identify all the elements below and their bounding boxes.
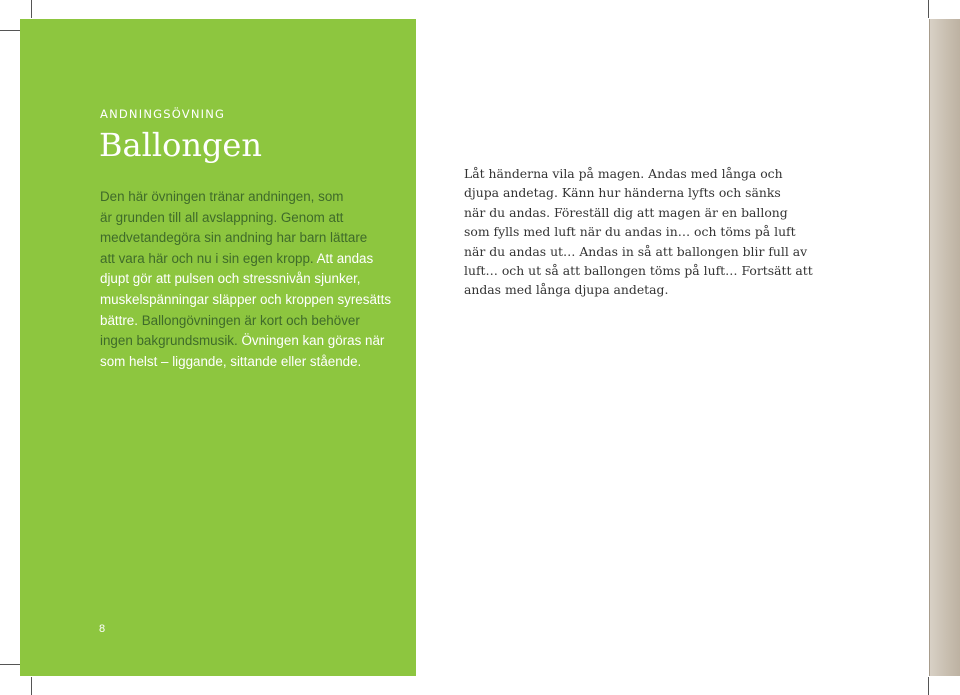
intro-segment: Att andas [313,250,374,266]
page-edge-line [929,19,930,676]
instruction-line: när du andas ut… Andas in så att ballongen blir full av [464,243,808,259]
intro-line: Den här övningen tränar andningen, som [100,189,344,204]
crop-mark [31,0,32,18]
intro-line: är grunden till all avslappning. Genom att [100,209,344,225]
next-page-edge [929,19,960,676]
page-title: Ballongen [99,126,262,164]
section-kicker: ANDNINGSÖVNING [100,107,226,121]
intro-segment: Övningen kan göras när [237,333,385,349]
intro-segment: Ballongövningen är kort och behöver [137,312,360,328]
crop-mark [31,677,32,695]
intro-line [100,331,400,352]
crop-mark [928,0,929,18]
instruction-line: Låt händerna vila på magen. Andas med långa och [464,166,783,181]
intro-segment: ingen bakgrundsmusik. [100,333,238,349]
intro-line: djupt gör att pulsen och stressnivån sjunker, [100,271,361,287]
crop-mark [0,30,20,31]
intro-paragraph [100,187,400,372]
instruction-line: när du andas. Föreställ dig att magen är en ballong [464,204,788,220]
intro-line: medvetandegöra sin andning har barn lättare [100,230,368,246]
intro-line [100,249,400,270]
crop-mark [928,677,929,695]
intro-line: som helst – liggande, sittande eller stående. [100,353,362,369]
instruction-line: som fylls med luft när du andas in… och töms på luft [464,224,796,240]
instruction-line: djupa andetag. Känn hur händerna lyfts och sänks [464,185,781,201]
intro-line: muskelspänningar släpper och kroppen syresätts [100,291,392,307]
crop-mark [0,664,20,665]
page-number: 8 [99,623,106,635]
green-content-panel [20,19,416,676]
intro-line [100,311,400,332]
instruction-line: luft… och ut så att ballongen töms på luft… Fortsätt att [464,263,813,279]
intro-segment: att vara här och nu i sin egen kropp. [100,250,314,266]
intro-segment: bättre. [100,312,138,328]
instruction-line: andas med långa djupa andetag. [464,282,669,298]
instruction-paragraph [464,164,824,300]
